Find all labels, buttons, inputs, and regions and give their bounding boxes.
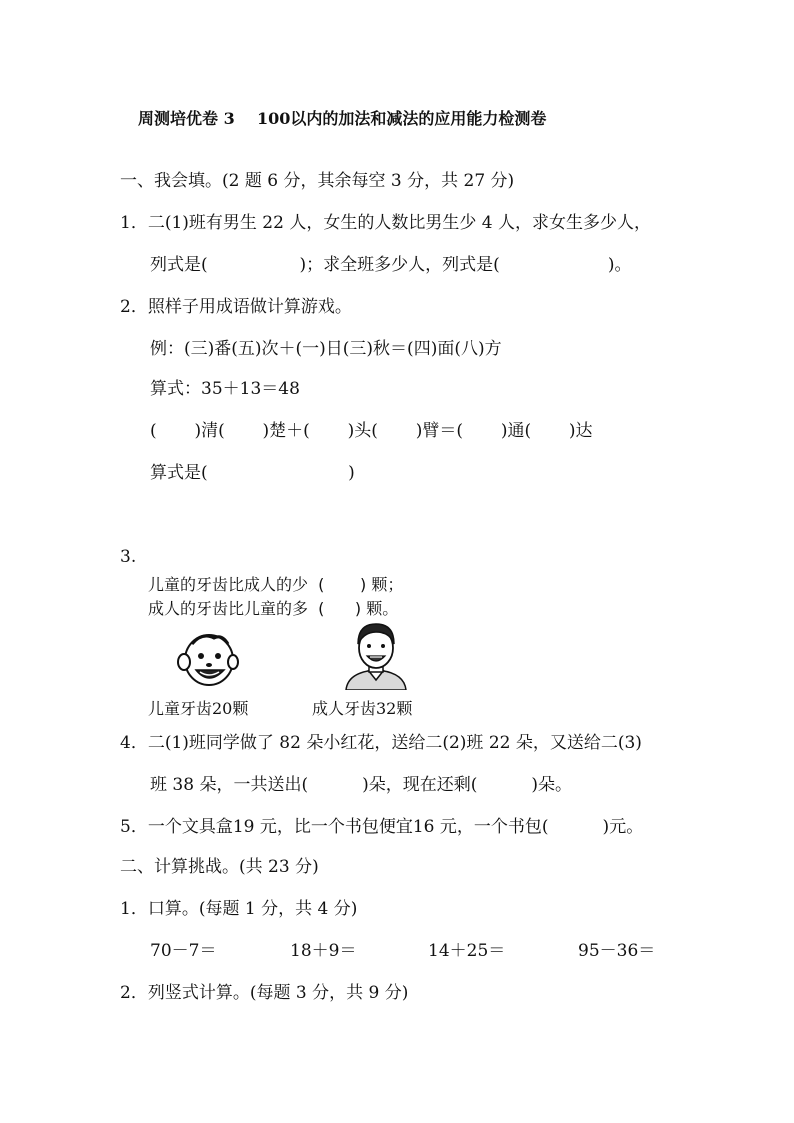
q2-line1: 2．照样子用成语做计算游戏。 bbox=[120, 297, 352, 317]
q3-line2: 成人的牙齿比儿童的多 ( ) 颗。 bbox=[148, 599, 399, 618]
calc-item: 14＋25＝ bbox=[428, 941, 506, 961]
section-1-heading: 一、我会填。(2 题 6 分，其余每空 3 分，共 27 分) bbox=[120, 171, 515, 191]
s2-q1-line1: 1．口算。(每题 1 分，共 4 分) bbox=[120, 899, 358, 919]
q1-line2: 列式是( )；求全班多少人，列式是( )。 bbox=[150, 255, 632, 275]
calc-item: 95－36＝ bbox=[578, 941, 656, 961]
q4-line2: 班 38 朵，一共送出( )朵，现在还剩( )朵。 bbox=[150, 775, 573, 795]
s2-q2-line1: 2．列竖式计算。(每题 3 分，共 9 分) bbox=[120, 983, 409, 1003]
q3-line1: 儿童的牙齿比成人的少 ( ) 颗； bbox=[148, 575, 404, 594]
q4-line1: 4．二(1)班同学做了 82 朵小红花，送给二(2)班 22 朵，又送给二(3) bbox=[120, 733, 642, 753]
child-teeth-caption: 儿童牙齿20颗 bbox=[148, 699, 249, 718]
page-title: 周测培优卷 3 100以内的加法和减法的应用能力检测卷 bbox=[138, 109, 547, 128]
calc-item: 18＋9＝ bbox=[290, 941, 357, 961]
child-face-illustration bbox=[172, 622, 242, 692]
q1-line1: 1．二(1)班有男生 22 人，女生的人数比男生少 4 人，求女生多少人， bbox=[120, 213, 651, 233]
adult-portrait-illustration bbox=[336, 618, 416, 690]
q2-example-formula: 算式：35＋13＝48 bbox=[150, 379, 300, 399]
q2-example: 例：(三)番(五)次＋(一)日(三)秋＝(四)面(八)方 bbox=[150, 339, 502, 359]
q2-puzzle: ( )清( )楚＋( )头( )臂＝( )通( )达 bbox=[150, 421, 593, 441]
calc-item: 70－7＝ bbox=[150, 941, 217, 961]
section-2-heading: 二、计算挑战。(共 23 分) bbox=[120, 857, 319, 877]
q3-number: 3. bbox=[120, 547, 137, 567]
q2-answer: 算式是( ) bbox=[150, 463, 355, 483]
q5-line1: 5．一个文具盒19 元，比一个书包便宜16 元，一个书包( )元。 bbox=[120, 817, 644, 837]
adult-teeth-caption: 成人牙齿32颗 bbox=[312, 699, 413, 718]
